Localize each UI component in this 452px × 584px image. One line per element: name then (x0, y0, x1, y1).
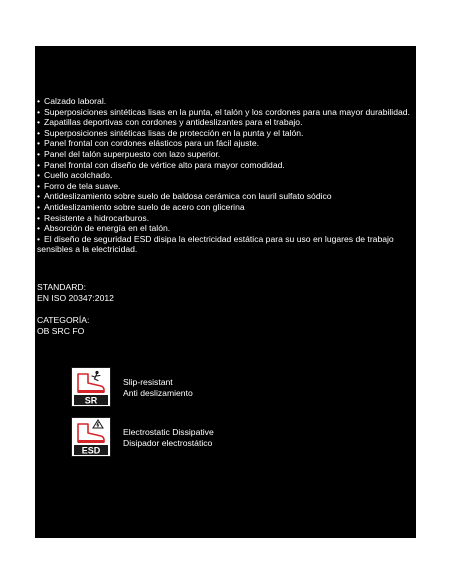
feature-list (37, 96, 415, 255)
product-description-panel (35, 46, 416, 538)
feature-item: • Antideslizamiento sobre suelo de acero con glicerina (37, 202, 415, 213)
certification-name-es: Disipador electrostático (123, 437, 213, 448)
certification-name-en: Slip-resistant (123, 377, 173, 387)
standard-value: EN ISO 20347:2012 (37, 292, 114, 303)
certification-name-en: Electrostatic Dissipative (123, 427, 214, 437)
category-block (37, 315, 89, 336)
feature-item: • Panel del talón superpuesto con lazo superior. (37, 149, 415, 160)
certification-text (123, 377, 193, 399)
feature-item: • Panel frontal con diseño de vértice alto para mayor comodidad. (37, 160, 415, 171)
esd-code-text: ESD (81, 445, 101, 456)
category-value: OB SRC FO (37, 325, 85, 336)
feature-item: • Zapatillas deportivas con cordones y antideslizantes para el trabajo. (37, 117, 415, 128)
feature-item: • Calzado laboral. (37, 96, 415, 107)
feature-item: • Cuello acolchado. (37, 170, 415, 181)
certification-slip-resistant (71, 367, 371, 407)
slip-resistant-boot-icon (71, 367, 111, 407)
category-label: CATEGORÍA: (37, 315, 90, 325)
feature-item: • Forro de tela suave. (37, 181, 415, 192)
feature-item: • Superposiciones sintéticas lisas en la punta, el talón y los cordones para una mayor durabilidad. (37, 107, 415, 118)
certification-esd (71, 417, 371, 457)
feature-item: • El diseño de seguridad ESD disipa la electricidad estática para su uso en lugares de trabajo sensibles a la electricidad. (37, 234, 415, 255)
standard-label: STANDARD: (37, 282, 87, 292)
feature-item: • Antideslizamiento sobre suelo de baldosa cerámica con lauril sulfato sódico (37, 191, 415, 202)
certification-text (123, 427, 214, 449)
feature-item: • Superposiciones sintéticas lisas de protección en la punta y el talón. (37, 128, 415, 139)
certification-name-es: Anti deslizamiento (123, 387, 193, 398)
feature-item: • Panel frontal con cordones elásticos para un fácil ajuste. (37, 138, 415, 149)
electrostatic-boot-icon (71, 417, 111, 457)
sr-code-text: SR (84, 395, 98, 406)
standard-block (37, 282, 114, 303)
feature-item: • Resistente a hidrocarburos. (37, 213, 415, 224)
feature-item: • Absorción de energía en el talón. (37, 223, 415, 234)
